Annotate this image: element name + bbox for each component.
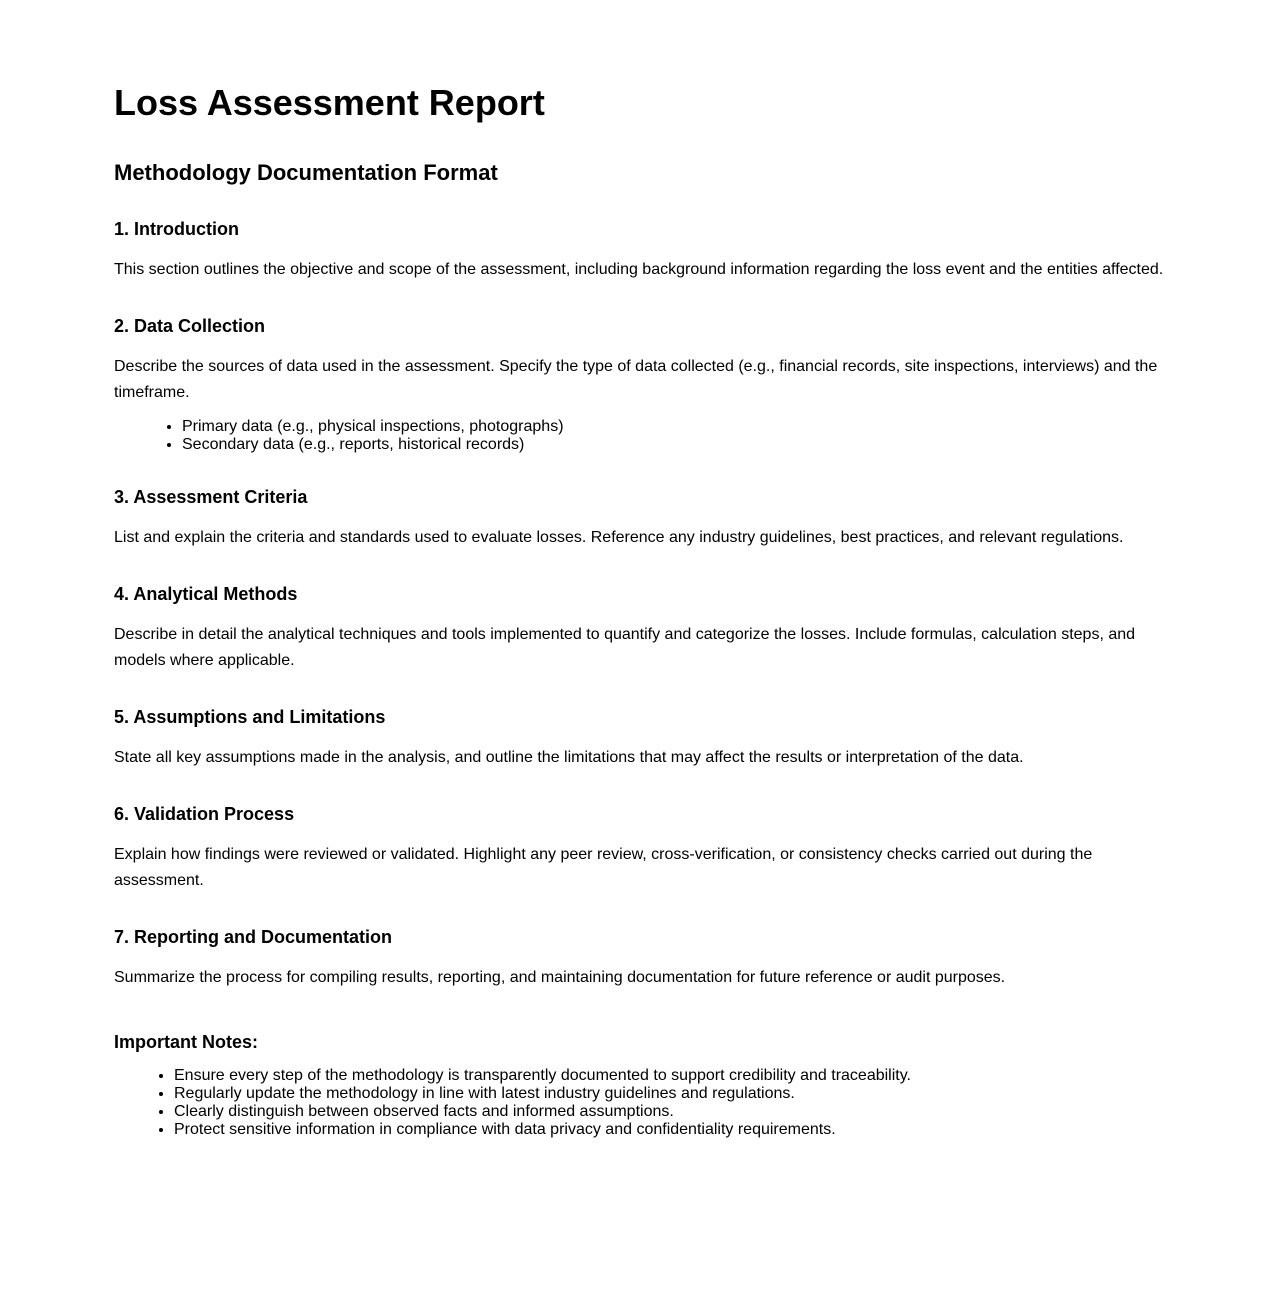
section-heading: 2. Data Collection [114, 316, 266, 336]
section-heading: 7. Reporting and Documentation [114, 927, 393, 947]
section-heading: 6. Validation Process [114, 804, 295, 824]
list-item: • Protect sensitive information in compliance with data privacy and confidentiality requirements. [174, 1121, 1174, 1139]
section-heading: 5. Assumptions and Limitations [114, 707, 386, 727]
section-heading: 3. Assessment Criteria [114, 487, 308, 507]
list-item: • Clearly distinguish between observed facts and informed assumptions. [174, 1103, 1174, 1121]
list-item: • Primary data (e.g., physical inspections, photographs) [182, 418, 1174, 436]
notes-heading: Important Notes: [114, 1032, 258, 1052]
section-heading: 1. Introduction [114, 219, 239, 239]
list-item: • Regularly update the methodology in line with latest industry guidelines and regulations. [174, 1085, 1174, 1103]
section-introduction [114, 218, 1174, 283]
section-body: List and explain the criteria and standards used to evaluate losses. Reference any industry guidelines, best practices, and relevant regulations. [114, 529, 1124, 546]
document-content [114, 82, 1174, 1139]
section-heading: 4. Analytical Methods [114, 584, 298, 604]
section-assessment-criteria [114, 486, 1174, 551]
important-notes [114, 1031, 1174, 1139]
section-body: Summarize the process for compiling results, reporting, and maintaining documentation for future reference or audit purposes. [114, 969, 1006, 986]
section-reporting-documentation [114, 926, 1174, 991]
section-data-collection [114, 315, 1174, 454]
section-analytical-methods [114, 583, 1174, 674]
list-item: • Secondary data (e.g., reports, historical records) [182, 436, 1174, 454]
page-title: Loss Assessment Report [114, 82, 545, 123]
section-validation-process [114, 803, 1174, 894]
list-item: • Ensure every step of the methodology is transparently documented to support credibility and traceability. [174, 1067, 1174, 1085]
page-subtitle: Methodology Documentation Format [114, 160, 498, 185]
section-body: Explain how findings were reviewed or validated. Highlight any peer review, cross-verification, or consistency checks carried out during the assessment. [114, 846, 1093, 889]
data-collection-list [114, 418, 1174, 454]
section-body: This section outlines the objective and scope of the assessment, including background information regarding the loss event and the entities affected. [114, 261, 1164, 278]
section-assumptions-limitations [114, 706, 1174, 771]
section-body: Describe the sources of data used in the assessment. Specify the type of data collected (e.g., financial records, site inspections, interviews) and the timeframe. [114, 358, 1158, 401]
notes-list [114, 1067, 1174, 1139]
section-body: Describe in detail the analytical techniques and tools implemented to quantify and categorize the losses. Include formulas, calculation steps, and models where applicable. [114, 626, 1136, 669]
section-body: State all key assumptions made in the analysis, and outline the limitations that may affect the results or interpretation of the data. [114, 749, 1024, 766]
